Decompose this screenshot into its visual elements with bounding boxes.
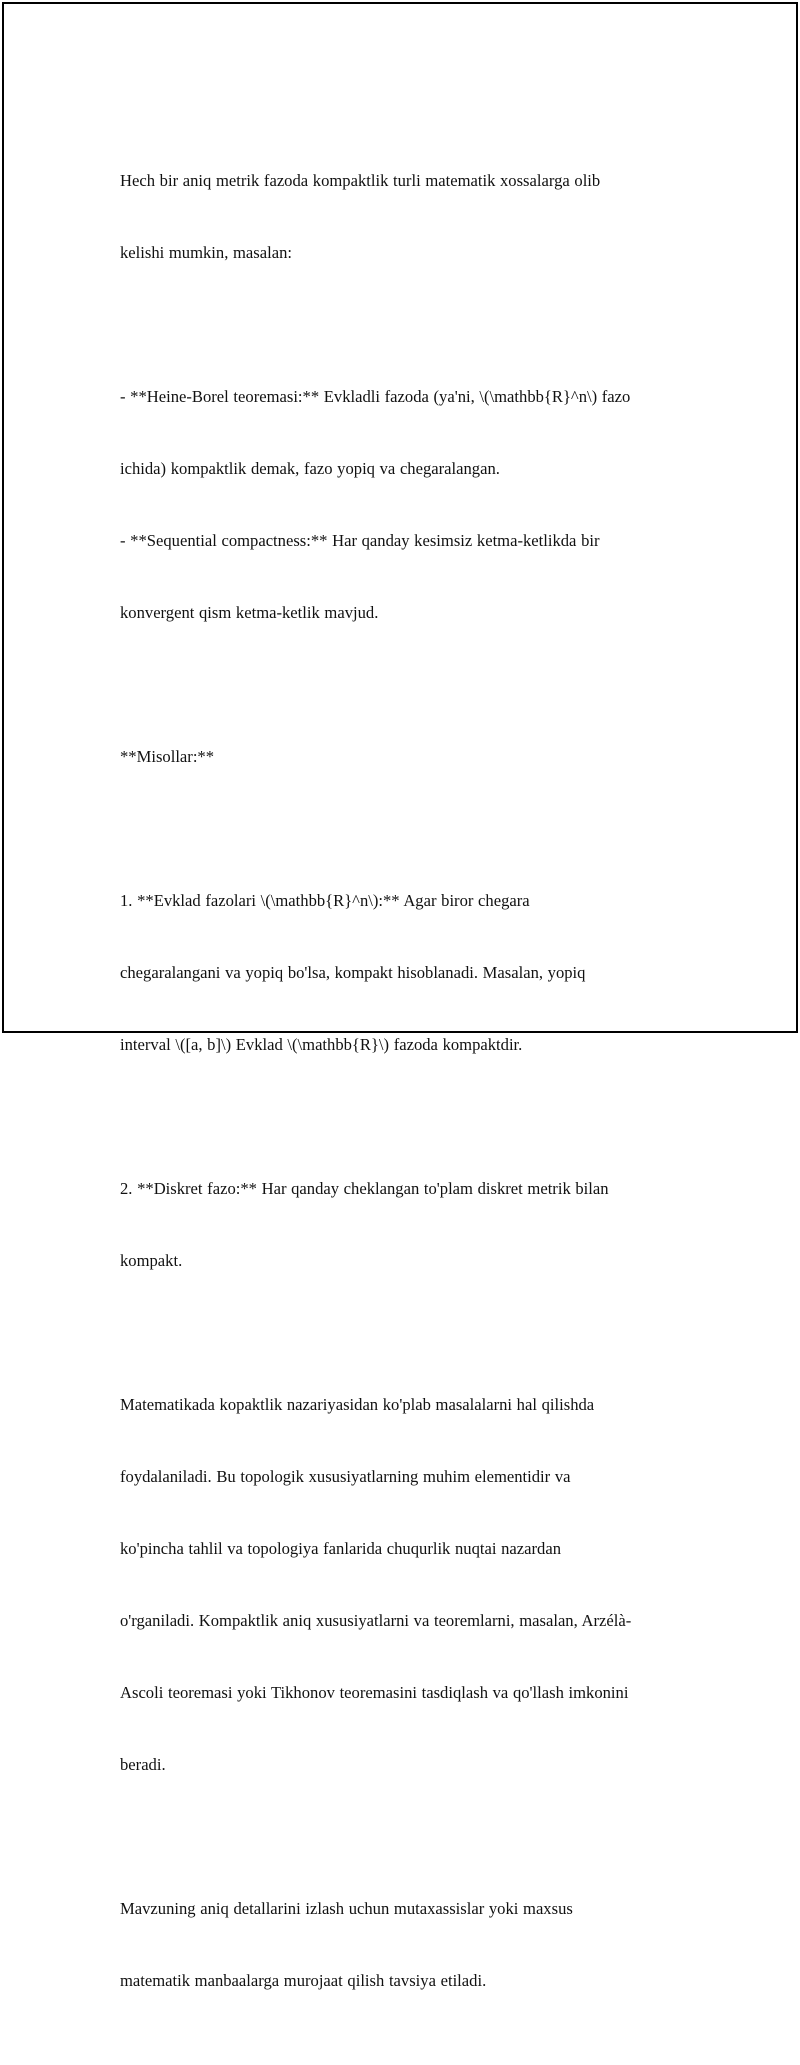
- text-line: - **Heine-Borel teoremasi:** Evkladli fazoda (ya'ni, \(\mathbb{R}^n\) fazo: [120, 387, 631, 406]
- paragraph-discussion: [120, 1345, 686, 1825]
- text-line: ko'pincha tahlil va topologiya fanlarida chuqurlik nuqtai nazardan: [120, 1539, 562, 1558]
- text-line: **Misollar:**: [120, 747, 215, 766]
- paragraph-intro: [120, 121, 686, 313]
- text-line: Ascoli teoremasi yoki Tikhonov teoremasini tasdiqlash va qo'llash imkonini: [120, 1683, 629, 1702]
- text-line: konvergent qism ketma-ketlik mavjud.: [120, 603, 379, 622]
- text-line: kelishi mumkin, masalan:: [120, 243, 292, 262]
- page-frame: [2, 2, 798, 1990]
- paragraph-example-2: [120, 1129, 686, 1321]
- text-line: o'rganiladi. Kompaktlik aniq xususiyatlarni va teoremlarni, masalan, Arzélà-: [120, 1611, 632, 1630]
- document-body: [120, 121, 686, 2065]
- text-line: matematik manbaalarga murojaat qilish tavsiya etiladi.: [120, 1971, 487, 1990]
- text-line: 1. **Evklad fazolari \(\mathbb{R}^n\):** Agar biror chegara: [120, 891, 530, 910]
- paragraph-example-1: [120, 841, 686, 1105]
- paragraph-conclusion: [120, 1849, 686, 2041]
- text-line: Matematikada kopaktlik nazariyasidan ko'plab masalalarni hal qilishda: [120, 1395, 595, 1414]
- paragraph-examples-heading: [120, 697, 686, 817]
- text-line: Mavzuning aniq detallarini izlash uchun mutaxassislar yoki maxsus: [120, 1899, 573, 1918]
- text-line: kompakt.: [120, 1251, 183, 1270]
- text-line: beradi.: [120, 1755, 166, 1774]
- text-line: interval \([a, b]\) Evklad \(\mathbb{R}\) fazoda kompaktdir.: [120, 1035, 523, 1054]
- paragraph-theorems-list: [120, 337, 686, 673]
- text-line: ichida) kompaktlik demak, fazo yopiq va chegaralangan.: [120, 459, 500, 478]
- text-line: - **Sequential compactness:** Har qanday kesimsiz ketma-ketlikda bir: [120, 531, 600, 550]
- text-line: Hech bir aniq metrik fazoda kompaktlik turli matematik xossalarga olib: [120, 171, 601, 190]
- text-line: 2. **Diskret fazo:** Har qanday cheklangan to'plam diskret metrik bilan: [120, 1179, 609, 1198]
- text-line: foydalaniladi. Bu topologik xususiyatlarning muhim elementidir va: [120, 1467, 571, 1486]
- text-line: chegaralangani va yopiq bo'lsa, kompakt hisoblanadi. Masalan, yopiq: [120, 963, 586, 982]
